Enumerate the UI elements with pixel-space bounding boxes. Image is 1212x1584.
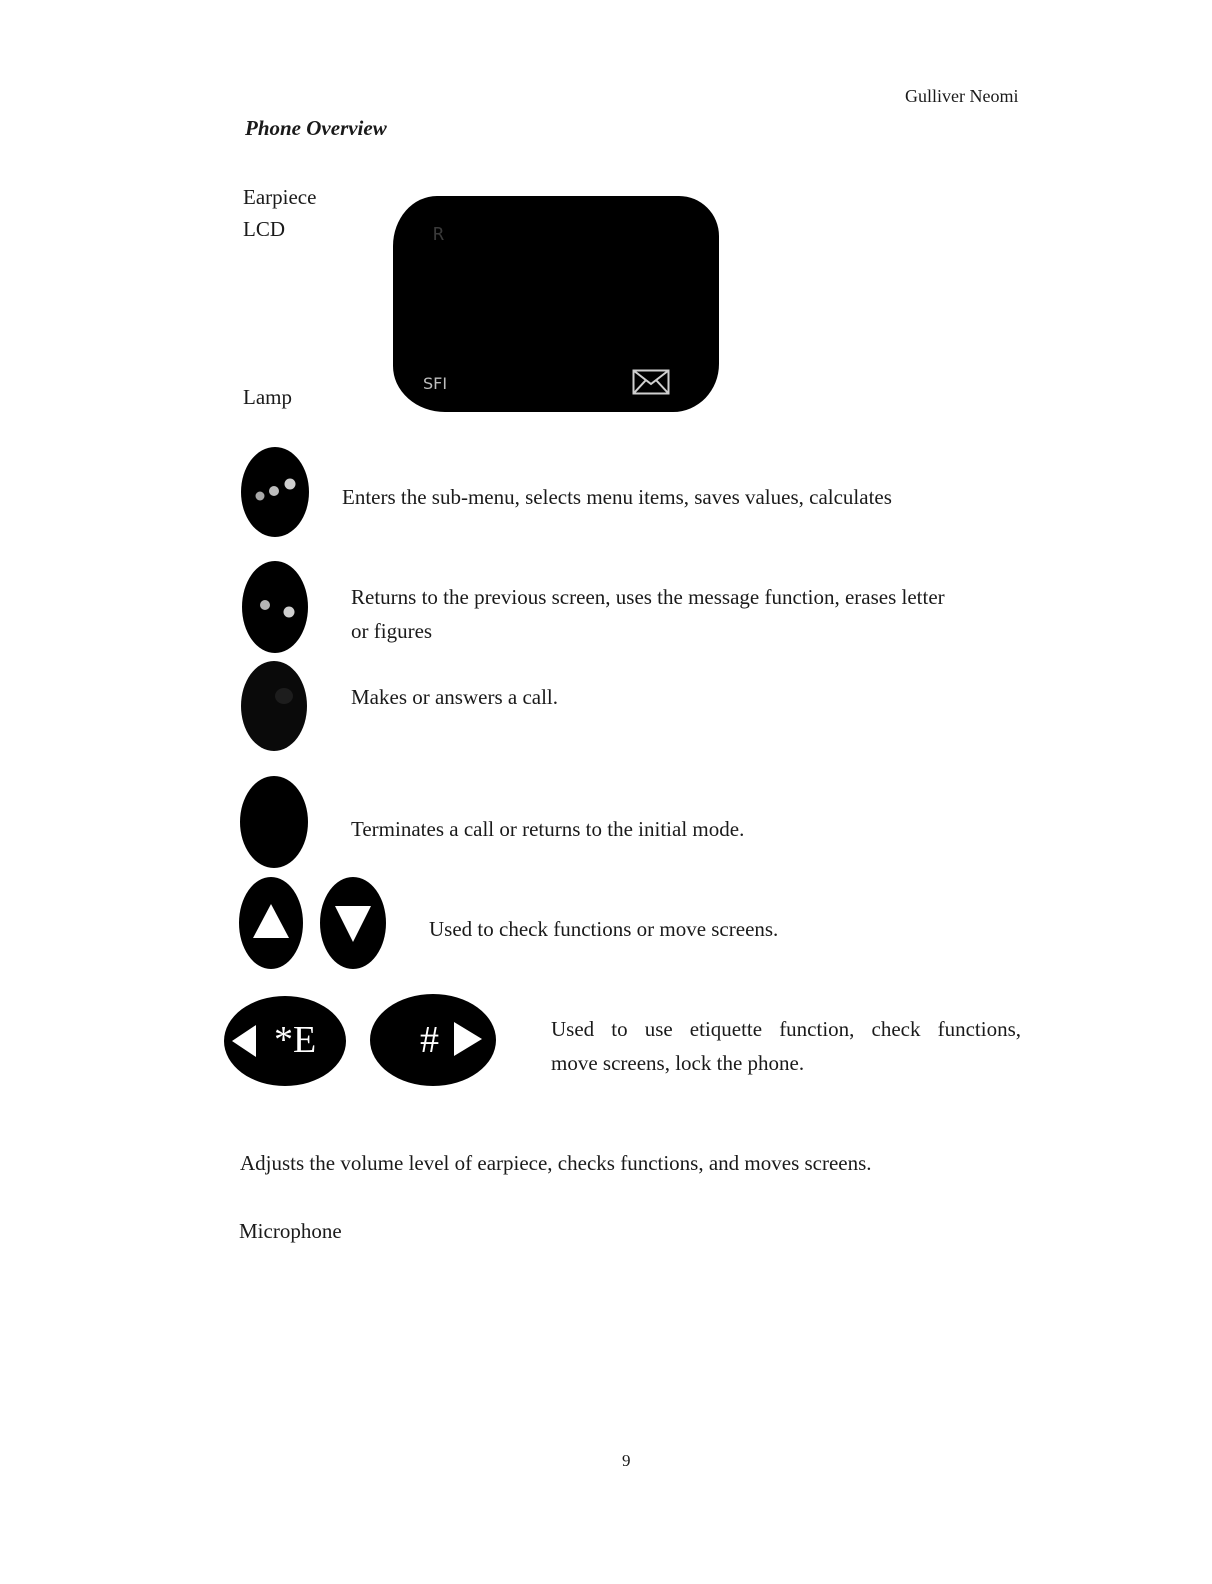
label-earpiece: Earpiece <box>243 185 317 209</box>
up-arrow-icon <box>239 877 303 969</box>
right-arrow-icon <box>454 1022 482 1056</box>
label-microphone: Microphone <box>239 1219 342 1243</box>
send-key-icon <box>240 660 308 752</box>
volume-keys-description: Adjusts the volume level of earpiece, checks functions, and moves screens. <box>240 1151 872 1175</box>
lcd-bottom-label: SFI <box>423 374 448 393</box>
header-author: Gulliver Neomi <box>905 86 1019 106</box>
star-hash-keys-description: Used to use etiquette function, check functions, <box>551 1017 1021 1041</box>
hash-key-label: # <box>420 1019 439 1061</box>
star-key-icon <box>224 996 346 1086</box>
lcd-top-indicator: R <box>433 224 450 245</box>
label-lcd: LCD <box>243 217 285 241</box>
label-lamp: Lamp <box>243 385 292 409</box>
menu-key-description: Enters the sub-menu, selects menu items, saves values, calculates <box>342 485 892 509</box>
hash-key-icon <box>370 994 496 1086</box>
clear-key-icon <box>241 560 309 654</box>
star-hash-keys-description-line2: move screens, lock the phone. <box>551 1051 805 1075</box>
end-key-description: Terminates a call or returns to the initial mode. <box>351 817 745 841</box>
up-down-keys-icon <box>238 876 390 970</box>
page-number: 9 <box>622 1451 631 1470</box>
left-arrow-icon <box>232 1025 256 1057</box>
up-down-keys-description: Used to check functions or move screens. <box>429 917 779 941</box>
send-key-description: Makes or answers a call. <box>351 685 559 709</box>
star-key-label: *E <box>274 1019 317 1061</box>
menu-key-icon <box>240 446 310 538</box>
down-arrow-icon <box>320 877 386 969</box>
envelope-icon <box>632 369 670 395</box>
lcd-screen <box>393 196 719 412</box>
end-key-icon <box>239 775 309 869</box>
section-title: Phone Overview <box>245 116 387 140</box>
clear-key-description: Returns to the previous screen, uses the message function, erases letter <box>351 585 945 609</box>
clear-key-description-line2: or figures <box>351 619 433 643</box>
